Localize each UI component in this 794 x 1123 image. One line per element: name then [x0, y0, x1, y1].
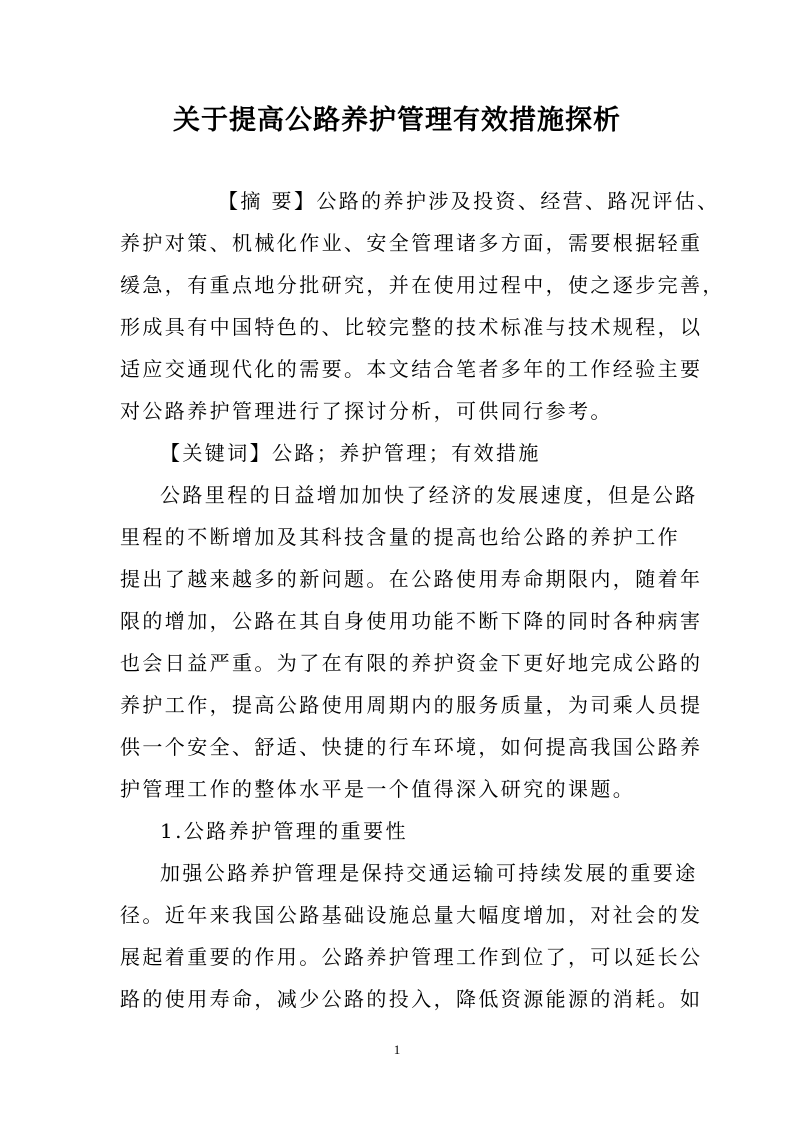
abstract-line-2: 养护对策、机械化作业、安全管理诸多方面，需要根据轻重	[120, 231, 703, 255]
keywords-line: 【关键词】公路；养护管理；有效措施	[160, 441, 541, 465]
abstract-line-4: 形成具有中国特色的、比较完整的技术标准与技术规程，以	[120, 315, 703, 339]
body-line-8: 护管理工作的整体水平是一个值得深入研究的课题。	[120, 777, 636, 801]
section-line-3: 展起着重要的作用。公路养护管理工作到位了，可以延长公	[120, 945, 703, 969]
section-line-2: 径。近年来我国公路基础设施总量大幅度增加，对社会的发	[120, 903, 703, 927]
body-line-6: 养护工作，提高公路使用周期内的服务质量，为司乘人员提	[120, 693, 703, 717]
body-line-5: 也会日益严重。为了在有限的养护资金下更好地完成公路的	[120, 651, 703, 675]
page-number: 1	[393, 1042, 401, 1057]
section-line-1: 加强公路养护管理是保持交通运输可持续发展的重要途	[160, 861, 698, 885]
body-line-2: 里程的不断增加及其科技含量的提高也给公路的养护工作	[120, 525, 680, 549]
body-line-7: 供一个安全、舒适、快捷的行车环境，如何提高我国公路养	[120, 735, 703, 759]
body-line-4: 限的增加，公路在其自身使用功能不断下降的同时各种病害	[120, 609, 703, 633]
section-line-4: 路的使用寿命，减少公路的投入，降低资源能源的消耗。如	[120, 987, 703, 1011]
body-line-3: 提出了越来越多的新问题。在公路使用寿命期限内，随着年	[120, 567, 703, 591]
document-title: 关于提高公路养护管理有效措施探析	[173, 105, 621, 136]
body-line-1: 公路里程的日益增加加快了经济的发展速度，但是公路	[160, 483, 698, 507]
abstract-line-3: 缓急，有重点地分批研究，并在使用过程中，使之逐步完善，	[120, 273, 725, 297]
section-heading-1: 1.公路养护管理的重要性	[160, 819, 408, 843]
abstract-line-6: 对公路养护管理进行了探讨分析，可供同行参考。	[120, 399, 613, 423]
abstract-line-5: 适应交通现代化的需要。本文结合笔者多年的工作经验主要	[120, 357, 703, 381]
abstract-line-1: 【摘 要】公路的养护涉及投资、经营、路况评估、	[218, 189, 720, 213]
